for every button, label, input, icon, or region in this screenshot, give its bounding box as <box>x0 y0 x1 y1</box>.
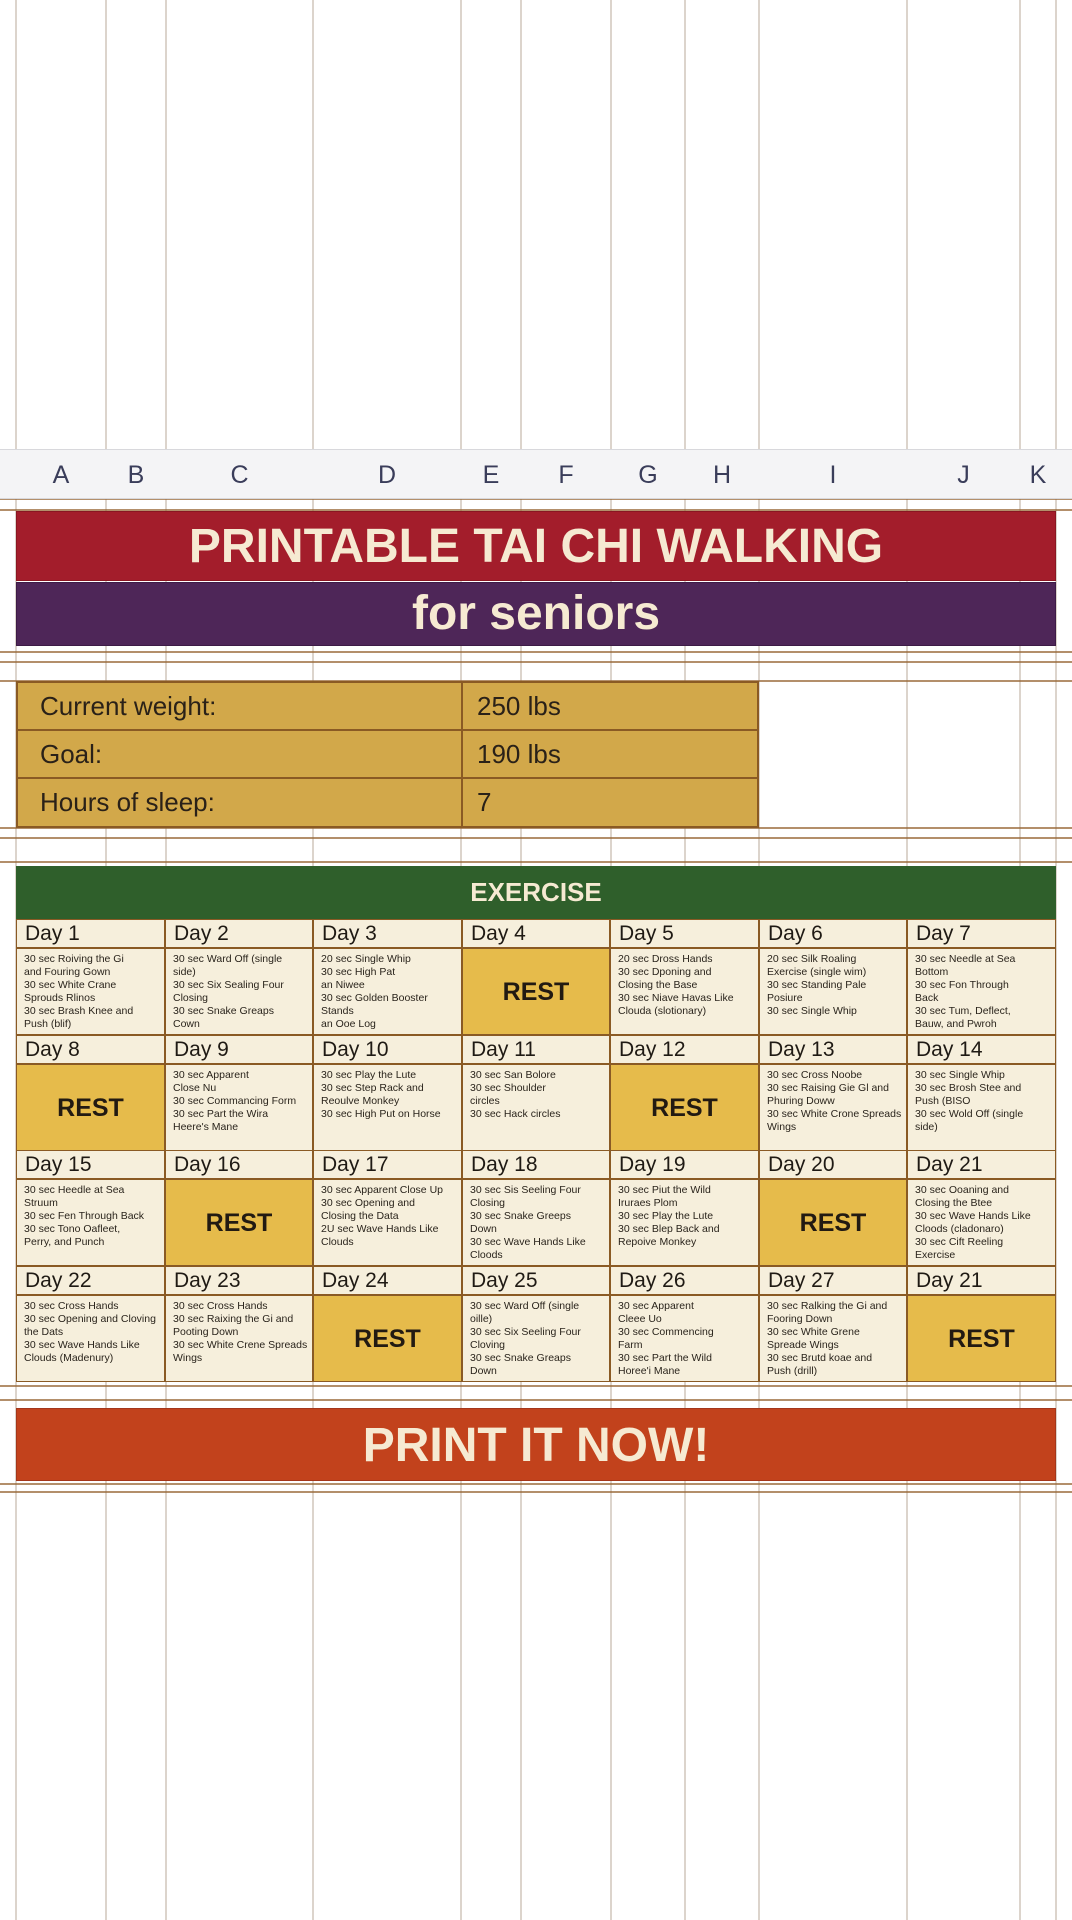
exercise-line: 30 sec Fen Through Back <box>24 1210 145 1222</box>
rest-day-cell[interactable]: REST <box>313 1295 462 1382</box>
day-label[interactable]: Day 9 <box>165 1035 313 1064</box>
exercise-line: Bauw, and Pwroh <box>915 1018 997 1030</box>
exercise-line: 30 sec Part the Wira <box>173 1108 269 1120</box>
exercise-day-cell[interactable] <box>610 1295 759 1382</box>
exercise-line: Push (drill) <box>767 1365 818 1377</box>
exercise-line: 30 sec Single Whip <box>767 1005 857 1017</box>
day-label[interactable]: Day 23 <box>165 1266 313 1295</box>
rest-day-cell[interactable]: REST <box>907 1295 1056 1382</box>
rest-day-cell[interactable]: REST <box>462 948 610 1035</box>
exercise-line: Wings <box>767 1121 797 1133</box>
exercise-line: 30 sec Tum, Deflect, <box>915 1005 1011 1017</box>
exercise-line: Heere's Mane <box>173 1121 239 1133</box>
exercise-day-cell[interactable] <box>313 948 462 1035</box>
exercise-line: 30 sec Opening and <box>321 1197 415 1209</box>
stat-value-weight[interactable]: 250 lbs <box>461 681 759 731</box>
exercise-line: 30 sec Play the Lute <box>321 1069 417 1081</box>
exercise-line: 30 sec Snake Greaps <box>470 1352 571 1364</box>
column-header-e[interactable]: E <box>482 461 500 489</box>
day-label[interactable]: Day 13 <box>759 1035 907 1064</box>
exercise-line: Exercise (single wim) <box>767 966 867 978</box>
column-header-b[interactable]: B <box>127 461 145 489</box>
day-label[interactable]: Day 10 <box>313 1035 462 1064</box>
column-header-a[interactable]: A <box>52 461 70 489</box>
exercise-line: Cloods (cladonaro) <box>915 1223 1004 1235</box>
day-label[interactable]: Day 24 <box>313 1266 462 1295</box>
exercise-line: 30 sec Raixing the Gi and <box>173 1313 294 1325</box>
exercise-line: 20 sec Single Whip <box>321 953 411 965</box>
exercise-line: 2U sec Wave Hands Like <box>321 1223 439 1235</box>
exercise-day-cell[interactable] <box>165 1064 313 1151</box>
exercise-line: Spreade Wings <box>767 1339 839 1351</box>
exercise-line: Cloving <box>470 1339 506 1351</box>
exercise-line: 30 sec White Crane <box>24 979 117 991</box>
exercise-line: Closing <box>470 1197 506 1209</box>
day-label[interactable]: Day 8 <box>16 1035 165 1064</box>
exercise-line: 30 sec High Put on Horse <box>321 1108 441 1120</box>
exercise-line: side) <box>173 966 196 978</box>
exercise-header: EXERCISE <box>16 866 1056 919</box>
day-label[interactable]: Day 3 <box>313 919 462 948</box>
column-header-j[interactable]: J <box>957 461 970 489</box>
exercise-line: 30 sec Dponing and <box>618 966 712 978</box>
exercise-line: Down <box>470 1223 497 1235</box>
exercise-line: Struum <box>24 1197 58 1209</box>
exercise-line: 30 sec Six Sealing Four <box>173 979 284 991</box>
exercise-line: 30 sec High Pat <box>321 966 396 978</box>
exercise-line: Farm <box>618 1339 643 1351</box>
exercise-line: 30 sec Piut the Wild <box>618 1184 711 1196</box>
exercise-line: Iruraes Plom <box>618 1197 678 1209</box>
day-label[interactable]: Day 22 <box>16 1266 165 1295</box>
exercise-line: Clouds (Madenury) <box>24 1352 114 1364</box>
column-header-h[interactable]: H <box>712 461 732 489</box>
exercise-line: Cown <box>173 1018 200 1030</box>
exercise-line: 30 sec Commencing <box>618 1326 714 1338</box>
exercise-line: 30 sec Ooaning and <box>915 1184 1009 1196</box>
exercise-day-cell[interactable] <box>165 948 313 1035</box>
exercise-day-cell[interactable] <box>462 1064 610 1151</box>
exercise-line: Posiure <box>767 992 803 1004</box>
day-label[interactable]: Day 14 <box>907 1035 1056 1064</box>
exercise-day-cell[interactable] <box>16 1179 165 1266</box>
exercise-day-cell[interactable] <box>313 1179 462 1266</box>
exercise-line: 30 sec Wold Off (single <box>915 1108 1024 1120</box>
exercise-line: an Ooe Log <box>321 1018 376 1030</box>
exercise-line: Closing <box>173 992 209 1004</box>
day-label[interactable]: Day 21 <box>907 1150 1056 1179</box>
exercise-day-cell[interactable] <box>759 1295 907 1382</box>
day-label[interactable]: Day 1 <box>16 919 165 948</box>
exercise-line: 30 sec San Bolore <box>470 1069 556 1081</box>
exercise-line: 30 sec Brosh Stee and <box>915 1082 1022 1094</box>
exercise-line: 30 sec Single Whip <box>915 1069 1005 1081</box>
stat-value-goal[interactable]: 190 lbs <box>461 729 759 779</box>
exercise-line: 30 sec Commancing Form <box>173 1095 297 1107</box>
rest-day-cell[interactable]: REST <box>16 1064 165 1151</box>
rest-day-cell[interactable]: REST <box>610 1064 759 1151</box>
exercise-line: Push (BISO <box>915 1095 971 1107</box>
exercise-line: Bottom <box>915 966 949 978</box>
exercise-line: 30 sec Raising Gie Gl and <box>767 1082 889 1094</box>
exercise-line: 30 sec White Crene Spreads <box>173 1339 308 1351</box>
exercise-line: Clouds <box>321 1236 354 1248</box>
exercise-line: 30 sec White Grene <box>767 1326 860 1338</box>
exercise-day-cell[interactable] <box>16 948 165 1035</box>
page-title: PRINTABLE TAI CHI WALKING <box>16 511 1056 581</box>
exercise-day-cell[interactable] <box>16 1295 165 1382</box>
exercise-line: 30 sec Sis Seeling Four <box>470 1184 581 1196</box>
exercise-line: circles <box>470 1095 500 1107</box>
exercise-day-cell[interactable] <box>462 1295 610 1382</box>
day-label[interactable]: Day 27 <box>759 1266 907 1295</box>
exercise-line: 20 sec Silk Roaling <box>767 953 857 965</box>
exercise-line: 30 sec Cross Hands <box>173 1300 268 1312</box>
exercise-day-cell[interactable] <box>165 1295 313 1382</box>
exercise-line: 30 sec Wave Hands Like <box>915 1210 1031 1222</box>
exercise-line: and Fouring Gown <box>24 966 111 978</box>
day-label[interactable]: Day 18 <box>462 1150 610 1179</box>
exercise-line: 30 sec Heedle at Sea <box>24 1184 125 1196</box>
exercise-line: Down <box>470 1365 497 1377</box>
exercise-day-cell[interactable] <box>907 1179 1056 1266</box>
exercise-line: Phuring Doww <box>767 1095 835 1107</box>
exercise-line: 30 sec Play the Lute <box>618 1210 714 1222</box>
column-header-d[interactable]: D <box>377 461 397 489</box>
exercise-line: 30 sec Wave Hands Like <box>470 1236 586 1248</box>
day-label[interactable]: Day 17 <box>313 1150 462 1179</box>
day-label[interactable]: Day 16 <box>165 1150 313 1179</box>
exercise-line: 30 sec Step Rack and <box>321 1082 424 1094</box>
exercise-line: 30 sec Apparent Close Up <box>321 1184 443 1196</box>
day-label[interactable]: Day 6 <box>759 919 907 948</box>
column-header-f[interactable]: F <box>558 461 574 489</box>
exercise-day-cell[interactable] <box>462 1179 610 1266</box>
exercise-line: Pooting Down <box>173 1326 239 1338</box>
exercise-line: Cloods <box>470 1249 503 1261</box>
exercise-line: Wings <box>173 1352 203 1364</box>
exercise-line: Horee'i Mane <box>618 1365 681 1377</box>
day-label[interactable]: Day 21 <box>907 1266 1056 1295</box>
exercise-line: oille) <box>470 1313 493 1325</box>
day-label[interactable]: Day 26 <box>610 1266 759 1295</box>
exercise-line: 30 sec Brash Knee and <box>24 1005 134 1017</box>
day-label[interactable]: Day 15 <box>16 1150 165 1179</box>
exercise-day-cell[interactable] <box>313 1064 462 1151</box>
exercise-line: 30 sec Golden Booster <box>321 992 428 1004</box>
exercise-line: Push (blif) <box>24 1018 72 1030</box>
day-label[interactable]: Day 7 <box>907 919 1056 948</box>
day-label[interactable]: Day 11 <box>462 1035 610 1064</box>
exercise-line: Reoulve Monkey <box>321 1095 400 1107</box>
stat-label-sleep[interactable]: Hours of sleep: <box>16 777 463 828</box>
exercise-line: 30 sec Hack circles <box>470 1108 561 1120</box>
exercise-line: 30 sec Cross Hands <box>24 1300 119 1312</box>
exercise-line: Exercise <box>915 1249 956 1261</box>
exercise-day-cell[interactable] <box>759 948 907 1035</box>
exercise-line: 30 sec Ward Off (single <box>470 1300 580 1312</box>
exercise-line: 30 sec Cift Reeling <box>915 1236 1004 1248</box>
exercise-line: 30 sec Blep Back and <box>618 1223 720 1235</box>
exercise-day-cell[interactable] <box>907 1064 1056 1151</box>
exercise-line: 30 sec Ward Off (single <box>173 953 283 965</box>
exercise-calendar <box>16 919 1056 1381</box>
exercise-line: 30 sec Tono Oafleet, <box>24 1223 121 1235</box>
exercise-line: 30 sec Opening and Cloving <box>24 1313 156 1325</box>
exercise-line: 30 sec Snake Greeps <box>470 1210 571 1222</box>
exercise-line: Close Nu <box>173 1082 217 1094</box>
day-label[interactable]: Day 25 <box>462 1266 610 1295</box>
exercise-line: 30 sec Part the Wild <box>618 1352 712 1364</box>
exercise-line: 30 sec Brutd koae and <box>767 1352 873 1364</box>
print-now-banner[interactable]: PRINT IT NOW! <box>16 1408 1056 1481</box>
column-header-g[interactable]: G <box>638 461 658 489</box>
exercise-line: 30 sec Needle at Sea <box>915 953 1016 965</box>
exercise-line: 20 sec Dross Hands <box>618 953 713 965</box>
day-label[interactable]: Day 20 <box>759 1150 907 1179</box>
exercise-line: Cleee Uo <box>618 1313 662 1325</box>
exercise-line: the Dats <box>24 1326 64 1338</box>
exercise-line: 30 sec Ralking the Gi and <box>767 1300 888 1312</box>
rest-day-cell[interactable]: REST <box>759 1179 907 1266</box>
exercise-line: 30 sec Apparent <box>618 1300 694 1312</box>
exercise-line: side) <box>915 1121 938 1133</box>
exercise-line: 30 sec Standing Pale <box>767 979 867 991</box>
exercise-line: an Niwee <box>321 979 365 991</box>
exercise-line: Closing the Btee <box>915 1197 993 1209</box>
rest-day-cell[interactable]: REST <box>165 1179 313 1266</box>
day-label[interactable]: Day 2 <box>165 919 313 948</box>
day-label[interactable]: Day 12 <box>610 1035 759 1064</box>
stat-label-goal[interactable]: Goal: <box>16 729 463 779</box>
exercise-day-cell[interactable] <box>610 1179 759 1266</box>
exercise-line: 30 sec Snake Greaps <box>173 1005 274 1017</box>
stat-value-sleep[interactable]: 7 <box>461 777 759 828</box>
exercise-line: 30 sec Wave Hands Like <box>24 1339 140 1351</box>
exercise-line: 30 sec Shoulder <box>470 1082 546 1094</box>
exercise-line: Perry, and Punch <box>24 1236 105 1248</box>
exercise-day-cell[interactable] <box>907 948 1056 1035</box>
day-label[interactable]: Day 4 <box>462 919 610 948</box>
exercise-line: 30 sec White Crone Spreads <box>767 1108 902 1120</box>
page-subtitle: for seniors <box>16 582 1056 646</box>
column-header-k[interactable]: K <box>1029 461 1047 489</box>
exercise-line: Closing the Data <box>321 1210 399 1222</box>
exercise-line: Repoive Monkey <box>618 1236 697 1248</box>
exercise-day-cell[interactable] <box>610 948 759 1035</box>
day-label[interactable]: Day 19 <box>610 1150 759 1179</box>
column-header-c[interactable]: C <box>230 461 249 489</box>
exercise-line: Back <box>915 992 939 1004</box>
exercise-line: 30 sec Roiving the Gi <box>24 953 124 965</box>
exercise-line: Closing the Base <box>618 979 698 991</box>
exercise-day-cell[interactable] <box>759 1064 907 1151</box>
exercise-line: Sprouds Rlinos <box>24 992 96 1004</box>
exercise-line: 30 sec Fon Through <box>915 979 1009 991</box>
stat-label-weight[interactable]: Current weight: <box>16 681 463 731</box>
exercise-line: 30 sec Cross Noobe <box>767 1069 863 1081</box>
day-label[interactable]: Day 5 <box>610 919 759 948</box>
exercise-line: Clouda (slotionary) <box>618 1005 707 1017</box>
exercise-line: 30 sec Six Seeling Four <box>470 1326 581 1338</box>
exercise-line: 30 sec Apparent <box>173 1069 249 1081</box>
exercise-line: Fooring Down <box>767 1313 833 1325</box>
exercise-line: 30 sec Niave Havas Like <box>618 992 734 1004</box>
column-header-bar <box>0 449 1072 499</box>
exercise-line: Stands <box>321 1005 354 1017</box>
column-header-i[interactable]: I <box>829 461 837 489</box>
